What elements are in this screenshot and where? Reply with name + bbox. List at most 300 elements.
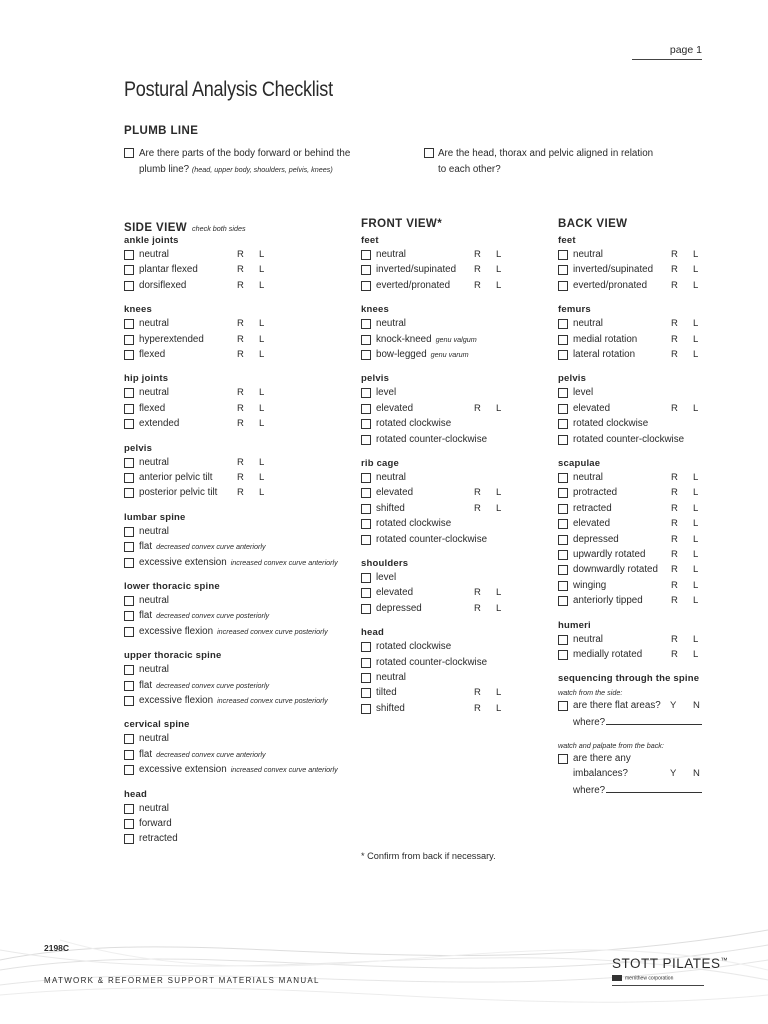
option-checkbox[interactable] [124, 527, 134, 537]
option-text: downwardly rotated [573, 564, 658, 576]
option-label [573, 595, 643, 606]
option-checkbox[interactable] [361, 319, 371, 329]
option-label [139, 595, 169, 606]
option-label [139, 403, 165, 414]
option-checkbox[interactable] [124, 265, 134, 275]
option-checkbox[interactable] [361, 404, 371, 414]
plumb-q1-line1: Are there parts of the body forward or behind the [139, 148, 351, 159]
right-side-marker[interactable]: R [474, 702, 481, 714]
right-side-marker[interactable]: R [671, 402, 678, 414]
brand-mark-icon [612, 975, 622, 981]
left-side-marker[interactable]: L [693, 502, 699, 514]
option-text: elevated [573, 518, 611, 530]
option-text: plantar flexed [139, 264, 198, 276]
column-heading-wrap [124, 218, 246, 236]
option-label [376, 434, 487, 445]
option-checkbox[interactable] [124, 419, 134, 429]
option-text: rotated counter-clockwise [376, 656, 488, 668]
option-note: decreased convex curve anteriorly [156, 749, 266, 759]
option-text: level [376, 572, 397, 583]
imbalances-checkbox[interactable] [558, 754, 568, 764]
option-checkbox[interactable] [361, 588, 371, 598]
manual-title: MATWORK & REFORMER SUPPORT MATERIALS MANUAL [44, 976, 320, 985]
option-checkbox[interactable] [124, 558, 134, 568]
left-side-marker[interactable]: L [259, 402, 265, 414]
option-checkbox[interactable] [558, 565, 568, 575]
option-checkbox[interactable] [558, 265, 568, 275]
option-checkbox[interactable] [124, 281, 134, 291]
option-checkbox[interactable] [558, 419, 568, 429]
left-side-marker[interactable]: L [693, 549, 699, 560]
option-checkbox[interactable] [361, 435, 371, 445]
option-checkbox[interactable] [361, 504, 371, 514]
option-text: rotated clockwise [376, 518, 452, 530]
option-checkbox[interactable] [558, 650, 568, 660]
right-side-marker[interactable]: R [474, 487, 481, 499]
right-side-marker[interactable]: R [237, 279, 244, 291]
option-checkbox[interactable] [558, 350, 568, 360]
option-label [139, 349, 165, 360]
right-side-marker[interactable]: R [671, 549, 678, 560]
left-side-marker[interactable]: L [259, 456, 265, 468]
option-label [573, 387, 593, 398]
option-label [139, 818, 172, 829]
left-side-marker[interactable]: L [693, 487, 699, 499]
right-side-marker[interactable]: R [474, 249, 481, 260]
option-checkbox[interactable] [361, 419, 371, 429]
right-side-marker[interactable]: R [237, 387, 244, 399]
option-checkbox[interactable] [124, 804, 134, 814]
right-side-marker[interactable]: R [474, 587, 481, 599]
option-text: flexed [139, 402, 166, 414]
option-checkbox[interactable] [361, 704, 371, 714]
option-text: posterior pelvic tilt [139, 487, 218, 499]
right-side-marker[interactable]: R [671, 472, 678, 483]
option-label [139, 833, 178, 844]
section-title: knees [124, 304, 152, 316]
left-side-marker[interactable]: L [693, 249, 699, 260]
right-side-marker[interactable]: R [671, 487, 678, 499]
left-side-marker[interactable]: L [693, 349, 699, 360]
option-checkbox[interactable] [124, 627, 134, 637]
plumb-line-heading: PLUMB LINE [124, 125, 199, 137]
flat-areas-checkbox[interactable] [558, 701, 568, 711]
option-text: excessive extension [139, 556, 227, 568]
option-label [573, 580, 606, 591]
option-label [573, 634, 603, 645]
option-label [139, 664, 169, 675]
option-checkbox[interactable] [558, 319, 568, 329]
left-side-marker[interactable]: L [693, 333, 699, 345]
option-text: flat [139, 610, 153, 622]
option-note: genu valgum [435, 334, 477, 344]
plumb-q1-text: plumb line? [139, 164, 190, 175]
option-checkbox[interactable] [124, 765, 134, 775]
plumb-q2-line2: to each other? [438, 164, 501, 175]
left-side-marker[interactable]: L [496, 702, 502, 714]
option-label [573, 518, 610, 529]
option-checkbox[interactable] [558, 550, 568, 560]
option-checkbox[interactable] [124, 681, 134, 691]
option-checkbox[interactable] [124, 750, 134, 760]
sequencing-note-back: watch and palpate from the back: [558, 740, 664, 750]
option-label [376, 672, 406, 683]
option-text: everted/pronated [573, 279, 648, 291]
option-checkbox[interactable] [558, 250, 568, 260]
option-label [376, 687, 397, 698]
option-checkbox[interactable] [558, 519, 568, 529]
option-checkbox[interactable] [361, 573, 371, 583]
option-checkbox[interactable] [361, 281, 371, 291]
option-text: upwardly rotated [573, 549, 646, 560]
option-checkbox[interactable] [124, 665, 134, 675]
option-checkbox[interactable] [558, 388, 568, 398]
option-text: neutral [139, 525, 169, 537]
option-checkbox[interactable] [361, 350, 371, 360]
right-side-marker[interactable]: R [671, 533, 678, 545]
imbalances-no[interactable]: N [693, 768, 700, 780]
option-checkbox[interactable] [124, 611, 134, 621]
option-label [139, 387, 169, 398]
section-title: hip joints [124, 373, 169, 385]
option-checkbox[interactable] [558, 404, 568, 414]
right-side-marker[interactable]: R [237, 487, 244, 499]
option-text: rotated counter-clockwise [376, 433, 488, 445]
right-side-marker[interactable]: R [671, 349, 678, 360]
form-code: 2198C [44, 943, 70, 953]
option-checkbox[interactable] [124, 596, 134, 606]
option-label [376, 318, 406, 329]
option-label [376, 387, 396, 398]
brand-logo [612, 956, 728, 971]
option-label [139, 280, 186, 291]
option-label [376, 603, 422, 614]
option-note: decreased convex curve posteriorly [156, 611, 270, 621]
option-note: decreased convex curve posteriorly [156, 680, 270, 690]
option-label [376, 418, 451, 429]
option-checkbox[interactable] [361, 658, 371, 668]
option-label [376, 572, 396, 583]
section-title: lumbar spine [124, 511, 186, 523]
option-text: neutral [139, 318, 169, 330]
option-label [139, 695, 328, 706]
right-side-marker[interactable]: R [237, 349, 244, 360]
option-checkbox[interactable] [361, 535, 371, 545]
option-checkbox[interactable] [361, 265, 371, 275]
option-label [573, 503, 612, 514]
right-side-marker[interactable]: R [671, 564, 678, 576]
option-note: increased convex curve posteriorly [217, 696, 328, 705]
right-side-marker[interactable]: R [474, 264, 481, 276]
right-side-marker[interactable]: R [671, 579, 678, 591]
option-label [139, 610, 269, 621]
left-side-marker[interactable]: L [693, 402, 699, 414]
option-checkbox[interactable] [124, 473, 134, 483]
right-side-marker[interactable]: R [237, 318, 244, 330]
option-checkbox[interactable] [361, 673, 371, 683]
column-heading-note: check both sides [192, 224, 246, 233]
option-checkbox[interactable] [558, 473, 568, 483]
option-label [573, 249, 603, 260]
option-label [139, 418, 179, 429]
option-label [376, 657, 487, 668]
option-text: rotated clockwise [573, 418, 649, 430]
flat-areas-no[interactable]: N [693, 700, 700, 712]
option-checkbox[interactable] [124, 488, 134, 498]
left-side-marker[interactable]: L [693, 279, 699, 291]
section-title: humeri [558, 619, 591, 631]
imbalances-question-line2: imbalances? [573, 768, 629, 780]
option-label [139, 526, 169, 537]
option-checkbox[interactable] [361, 250, 371, 260]
left-side-marker[interactable]: L [259, 318, 265, 330]
imbalances-question-line1: are there any [573, 752, 631, 764]
section-title: upper thoracic spine [124, 650, 222, 662]
left-side-marker[interactable]: L [693, 579, 699, 591]
option-note: genu varum [430, 350, 469, 359]
left-side-marker[interactable]: L [496, 587, 502, 599]
option-checkbox[interactable] [558, 488, 568, 498]
left-side-marker[interactable]: L [259, 487, 265, 499]
option-text: knock-kneed [376, 333, 432, 345]
section-title: feet [558, 235, 576, 246]
plumb-q1-line2 [139, 164, 333, 175]
right-side-marker[interactable]: R [671, 502, 678, 514]
imbalances-where-field[interactable] [606, 784, 702, 793]
sequencing-title: sequencing through the spine [558, 673, 700, 685]
option-label [573, 403, 610, 414]
option-text: inverted/supinated [573, 264, 654, 276]
option-text: shifted [376, 502, 405, 514]
option-label [376, 503, 405, 514]
left-side-marker[interactable]: L [259, 472, 265, 483]
plumb-q2-checkbox[interactable] [424, 148, 434, 158]
option-checkbox[interactable] [124, 542, 134, 552]
option-text: neutral [573, 249, 603, 260]
left-side-marker[interactable]: L [259, 418, 265, 430]
left-side-marker[interactable]: L [693, 564, 699, 576]
option-checkbox[interactable] [361, 473, 371, 483]
option-checkbox[interactable] [558, 535, 568, 545]
option-label [139, 487, 217, 498]
option-checkbox[interactable] [361, 519, 371, 529]
option-text: depressed [573, 533, 619, 545]
imbalances-where-label: where? [573, 784, 606, 796]
left-side-marker[interactable]: L [259, 333, 265, 345]
left-side-marker[interactable]: L [496, 264, 502, 276]
option-text: retracted [573, 502, 612, 514]
option-label [573, 472, 603, 483]
left-side-marker[interactable]: L [259, 387, 265, 399]
right-side-marker[interactable]: R [671, 249, 678, 260]
option-text: neutral [376, 672, 406, 683]
option-text: hyperextended [139, 333, 204, 345]
option-label [573, 649, 642, 660]
option-text: tilted [376, 687, 397, 699]
option-checkbox[interactable] [361, 488, 371, 498]
left-side-marker[interactable]: L [496, 487, 502, 499]
right-side-marker[interactable]: R [237, 402, 244, 414]
right-side-marker[interactable]: R [474, 279, 481, 291]
right-side-marker[interactable]: R [671, 595, 678, 607]
footnote: * Confirm from back if necessary. [361, 851, 496, 861]
option-checkbox[interactable] [124, 734, 134, 744]
right-side-marker[interactable]: R [237, 249, 244, 260]
option-text: rotated clockwise [376, 641, 452, 653]
right-side-marker[interactable]: R [671, 264, 678, 276]
option-text: elevated [376, 587, 414, 599]
option-label [573, 349, 635, 360]
option-text: excessive flexion [139, 625, 214, 637]
option-label [376, 334, 477, 345]
option-text: extended [139, 418, 180, 430]
option-text: level [573, 387, 594, 399]
imbalances-yes[interactable]: Y [670, 768, 677, 780]
option-note: increased convex curve posteriorly [217, 626, 328, 636]
option-checkbox[interactable] [361, 688, 371, 698]
option-text: winging [573, 579, 607, 591]
option-checkbox[interactable] [124, 250, 134, 260]
option-checkbox[interactable] [558, 504, 568, 514]
right-side-marker[interactable]: R [474, 402, 481, 414]
flat-areas-yes[interactable]: Y [670, 700, 677, 712]
left-side-marker[interactable]: L [259, 349, 265, 360]
right-side-marker[interactable]: R [474, 687, 481, 699]
option-checkbox[interactable] [558, 596, 568, 606]
brand-rule [612, 985, 704, 986]
left-side-marker[interactable]: L [259, 249, 265, 260]
option-text: lateral rotation [573, 349, 636, 360]
section-title: cervical spine [124, 719, 190, 731]
option-text: neutral [139, 664, 169, 676]
right-side-marker[interactable]: R [237, 472, 244, 483]
left-side-marker[interactable]: L [693, 649, 699, 660]
left-side-marker[interactable]: L [496, 402, 502, 414]
left-side-marker[interactable]: L [693, 264, 699, 276]
option-text: elevated [376, 487, 414, 499]
section-title: lower thoracic spine [124, 581, 220, 592]
flat-areas-where-field[interactable] [606, 716, 702, 725]
option-checkbox[interactable] [558, 335, 568, 345]
option-label [376, 703, 405, 714]
option-text: flat [139, 748, 153, 760]
right-side-marker[interactable]: R [671, 333, 678, 345]
option-checkbox[interactable] [124, 834, 134, 844]
right-side-marker[interactable]: R [671, 633, 678, 645]
option-checkbox[interactable] [124, 335, 134, 345]
right-side-marker[interactable]: R [671, 279, 678, 291]
right-side-marker[interactable]: R [474, 502, 481, 514]
option-checkbox[interactable] [124, 404, 134, 414]
left-side-marker[interactable]: L [693, 595, 699, 607]
left-side-marker[interactable]: L [496, 249, 502, 260]
right-side-marker[interactable]: R [237, 264, 244, 276]
left-side-marker[interactable]: L [693, 472, 699, 483]
option-text: rotated counter-clockwise [376, 533, 488, 545]
plumb-q1-checkbox[interactable] [124, 148, 134, 158]
left-side-marker[interactable]: L [496, 279, 502, 291]
left-side-marker[interactable]: L [496, 602, 502, 614]
option-checkbox[interactable] [124, 696, 134, 706]
right-side-marker[interactable]: R [237, 456, 244, 468]
option-text: flexed [139, 349, 166, 360]
option-checkbox[interactable] [124, 319, 134, 329]
option-label [139, 557, 338, 568]
brand-trademark: ™ [720, 957, 729, 965]
option-checkbox[interactable] [361, 388, 371, 398]
left-side-marker[interactable]: L [259, 264, 265, 276]
right-side-marker[interactable]: R [671, 649, 678, 660]
option-checkbox[interactable] [558, 435, 568, 445]
option-label [139, 764, 338, 775]
section-title: rib cage [361, 458, 400, 469]
right-side-marker[interactable]: R [237, 333, 244, 345]
option-label [376, 403, 413, 414]
option-checkbox[interactable] [361, 642, 371, 652]
column-heading: FRONT VIEW* [361, 218, 443, 230]
option-text: flat [139, 541, 153, 553]
option-text: neutral [573, 472, 603, 483]
option-checkbox[interactable] [361, 335, 371, 345]
option-label [139, 749, 266, 760]
option-label [573, 418, 648, 429]
option-checkbox[interactable] [558, 281, 568, 291]
option-note: increased convex curve anteriorly [230, 557, 338, 567]
option-label [376, 534, 487, 545]
option-text: medially rotated [573, 649, 643, 660]
option-checkbox[interactable] [124, 350, 134, 360]
section-title: knees [361, 304, 389, 316]
option-text: neutral [139, 456, 169, 468]
option-text: neutral [139, 387, 169, 399]
right-side-marker[interactable]: R [474, 602, 481, 614]
option-label [139, 249, 169, 260]
section-title: pelvis [124, 442, 153, 454]
option-text: flat [139, 679, 153, 691]
option-label [573, 280, 647, 291]
right-side-marker[interactable]: R [671, 318, 678, 330]
left-side-marker[interactable]: L [693, 633, 699, 645]
right-side-marker[interactable]: R [237, 418, 244, 430]
left-side-marker[interactable]: L [693, 518, 699, 530]
option-label [139, 334, 204, 345]
option-label [139, 457, 169, 468]
option-label [376, 641, 451, 652]
left-side-marker[interactable]: L [693, 318, 699, 330]
option-text: neutral [573, 633, 603, 645]
option-text: forward [139, 818, 172, 829]
option-checkbox[interactable] [558, 581, 568, 591]
option-checkbox[interactable] [124, 819, 134, 829]
left-side-marker[interactable]: L [496, 502, 502, 514]
option-label [376, 587, 413, 598]
option-checkbox[interactable] [124, 458, 134, 468]
page-number-rule [632, 59, 702, 60]
page-number: page 1 [669, 44, 702, 56]
left-side-marker[interactable]: L [693, 533, 699, 545]
option-checkbox[interactable] [361, 604, 371, 614]
option-text: protracted [573, 487, 618, 499]
brand-subtitle [612, 975, 673, 981]
section-title: femurs [558, 304, 591, 316]
left-side-marker[interactable]: L [259, 279, 265, 291]
right-side-marker[interactable]: R [671, 518, 678, 530]
left-side-marker[interactable]: L [496, 687, 502, 699]
imbalances-where [573, 784, 702, 796]
option-label [376, 487, 413, 498]
option-checkbox[interactable] [558, 635, 568, 645]
option-checkbox[interactable] [124, 388, 134, 398]
